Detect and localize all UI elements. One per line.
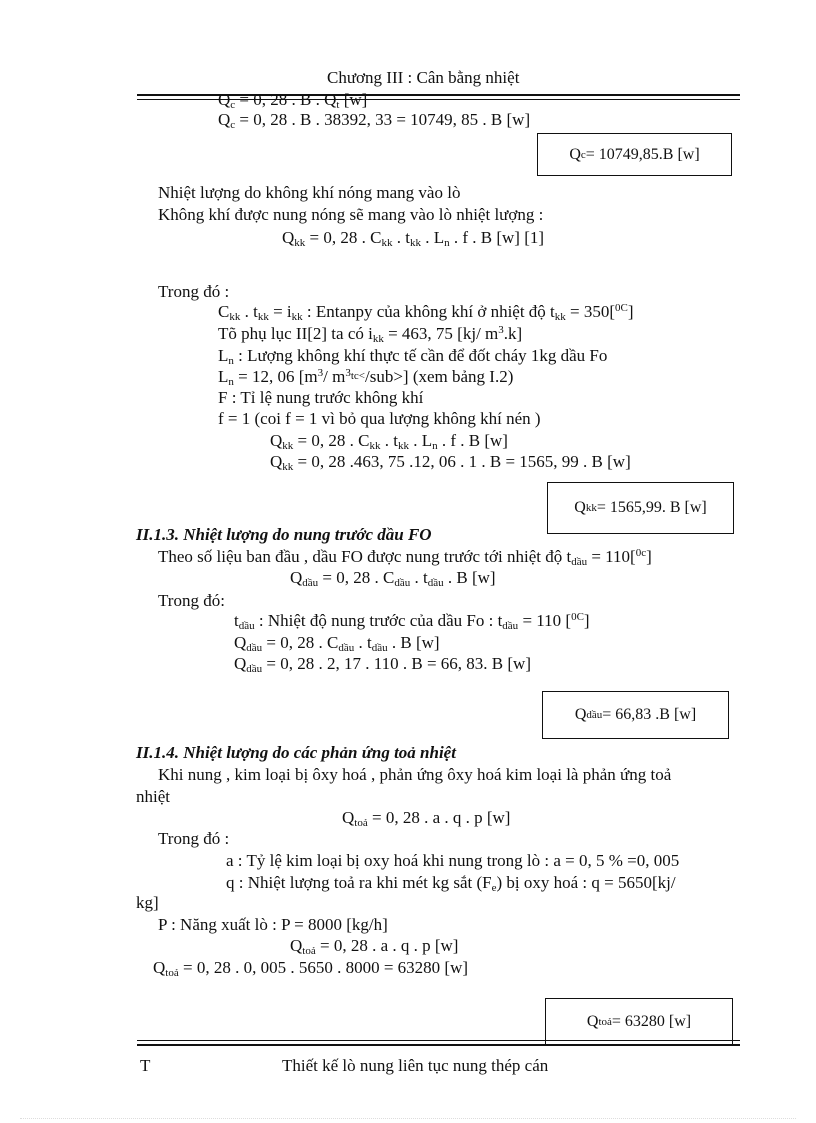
equation-line: $Q_{kk} = 0$, 28 .463, 75 .12, 06 . 1 . B = 1565, 99 . B [w] [270,452,631,473]
text-line: q : Nhiệt lượng toả ra khi mét kg sắt $(F_e)$ bị oxy hoá : q = 5650[kj/ [226,873,676,894]
text-line: $C_{kk}$ . $t_{kk} = i_{kk}$ : Entanpy của không khí ở nhiệt độ $t_{kk} = 350[^{0C}]$ [218,302,634,323]
text-line: nhiệt [136,787,170,806]
result-box: Q c = 10749,85.B [w] [537,133,732,176]
equation-line: $Q_{dầu} = 0$, 28 . $C_{dầu}$ . $t_{dầu}$ . B [w] [290,568,496,589]
text-line: $t_{dầu}$ : Nhiệt độ nung trước của dầu Fo : $t_{dầu} = 110$ [$^{0C}$] [234,611,590,632]
text-line: $L_n$ : Lượng không khí thực tế cần để đốt cháy 1kg dầu Fo [218,346,608,367]
result-box: Q dầu = 66,83 .B [w] [542,691,729,739]
text-line: kg] [136,893,159,912]
equation-line: $Q_{kk} = 0$, 28 . $C_{kk}$ . $t_{kk}$ . $L_n$ . f . B [w] [1] [282,228,545,249]
text-line: Khi nung , kim loại bị ôxy hoá , phản ứng ôxy hoá kim loại là phản ứng toả [158,765,672,784]
footer-title: Thiết kế lò nung liên tục nung thép cán [282,1056,549,1075]
equation-line: $Q_{dầu} = 0$, 28 . $C_{dầu}$ . $t_{dầu}$ . B [w] [234,633,440,654]
page-edge [20,1118,796,1119]
equation-line: $Q_{dầu} = 0$, 28 . 2, 17 . 110 . B = 66, 83. B [w] [234,654,531,675]
text-line: Trong đó: [158,591,225,610]
text-line: P : Năng xuất lò : P = 8000 [kg/h] [158,915,388,934]
text-line: Trong đó : [158,282,230,301]
result-box: Q toả = 63280 [w] [545,998,733,1045]
text-line: $L_n = 12$, 06 [$m^3/$ $m^{3_{tc<}}/sub>$] (xem bảng I.2) [218,367,514,388]
section-heading: II.1.3. Nhiệt lượng do nung trước dầu FO [136,525,432,544]
footer-rule [137,1040,740,1046]
text-line: f = 1 (coi f = 1 vì bỏ qua lượng không khí nén ) [218,409,541,428]
equation-line: $Q_{toả} = 0$, 28 . 0, 005 . 5650 . 8000 = 63280 [w] [153,958,469,979]
text-line: Tõ phụ lục II[2] ta có $i_{kk} = 463$, 75 [kj/ $m^3.k$] [218,324,523,345]
section-heading: II.1.4. Nhiệt lượng do các phản ứng toả nhiệt [136,743,456,762]
header-title: Chương III : Cân bằng nhiệt [327,68,520,87]
equation-line: $Q_c = 0$, 28 . B . 38392, 33 = 10749, 85 . B [w] [218,110,531,131]
text-line: Không khí được nung nóng sẽ mang vào lò nhiệt lượng : [158,205,544,224]
text-line: Theo số liệu ban đầu , dầu FO được nung trước tới nhiệt độ $t_{dầu} = 110[^{0c}]$ [158,547,652,568]
footer-marker: T [140,1056,151,1075]
equation-line: $Q_{kk} = 0$, 28 . $C_{kk}$ . $t_{kk}$ . $L_n$ . f . B [w] [270,431,508,452]
text-line: Nhiệt lượng do không khí nóng mang vào lò [158,183,461,202]
equation-line: $Q_{toả} = 0$, 28 . a . q . p [w] [290,936,459,957]
text-line: Trong đó : [158,829,230,848]
text-line: F : Tỉ lệ nung trước không khí [218,388,424,407]
equation-line: $Q_c = 0$, 28 . B . $Q_t$ [w] [218,90,368,111]
result-box: Q kk = 1565,99. B [w] [547,482,734,534]
text-line: a : Tỷ lệ kim loại bị oxy hoá khi nung trong lò : a = 0, 5 % =0, 005 [226,851,680,870]
equation-line: $Q_{toả} = 0$, 28 . a . q . p [w] [342,808,511,829]
